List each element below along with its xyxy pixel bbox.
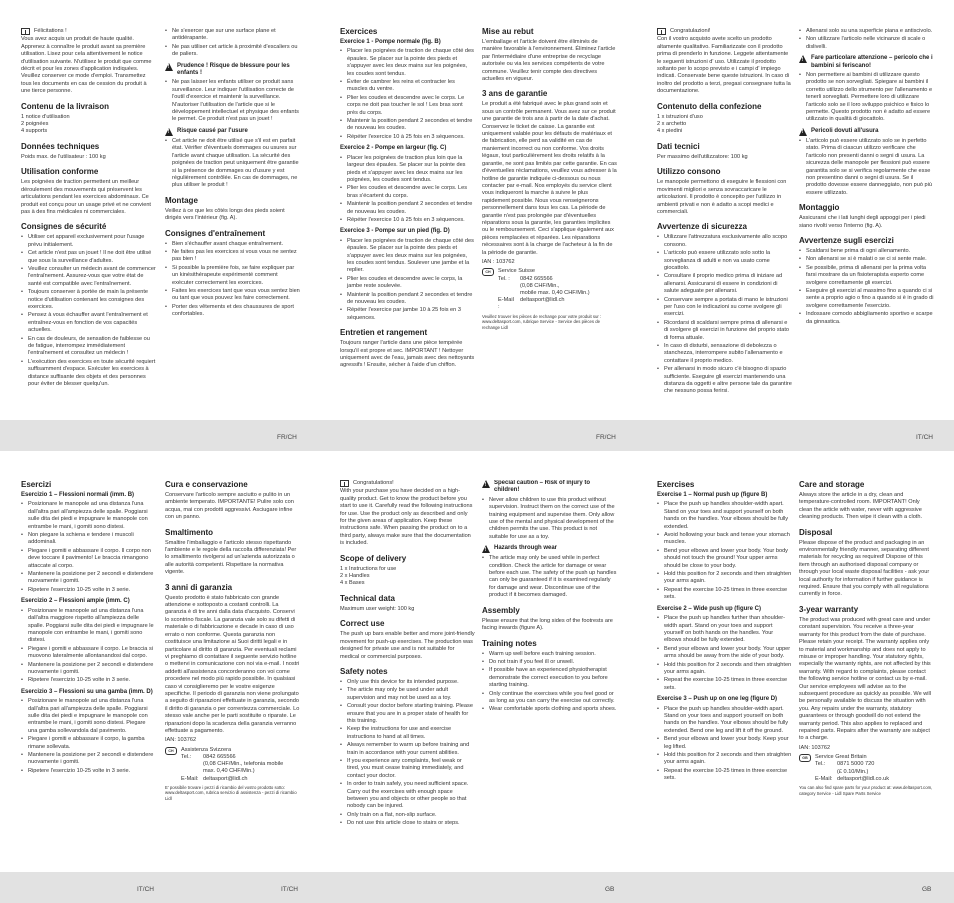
list-item: • Plier les coudes et descendre avec le corps. Les bras s'écartent du corps. xyxy=(340,185,475,200)
delivery-item: 4 x piedini xyxy=(657,128,683,135)
heading-safety: Avvertenze di sicurezza xyxy=(657,222,747,232)
tel-price: (0,08 CHF/Min., xyxy=(520,282,560,289)
list-item: • Piegare i gomiti e abbassare il corpo, la gamba rimane sollevata. xyxy=(21,736,156,751)
warning-children-list xyxy=(799,72,934,124)
email-link[interactable]: deltasport@lidl.ch xyxy=(520,297,565,304)
service-block xyxy=(165,747,300,783)
heading-mount: Montage xyxy=(165,195,198,205)
warning-title: Pericoli dovuti all'usura xyxy=(811,127,879,134)
email-label: E-Mail: xyxy=(815,775,833,782)
bottom-col-6 xyxy=(799,480,934,870)
list-item: • The article may only be used under adult supervision and may not be used as a toy. xyxy=(340,687,475,702)
list-item: • L'articolo può essere utilizzato solo sotto la sorveglianza di adulti e non va usato come giocattolo. xyxy=(657,250,792,272)
train-list xyxy=(165,241,300,319)
list-item: • Pensez à vous échauffer avant l'entraînement et entraînez-vous en fonction de vos capacités actuelles. xyxy=(21,312,156,334)
exercise-list xyxy=(21,501,156,594)
list-item: • The article may only be used while in perfect condition. Check the article for damage or wear before each use. The safety of the push up handles can only be guaranteed if it is examined regularly for damage and wear. Discontinue use of the product if it becomes damaged. xyxy=(482,555,617,599)
service-name: Service Suisse xyxy=(498,268,535,275)
list-item: • Consultare il proprio medico prima di iniziare ad allenarsi. Assicurarsi di essere in condizioni di salute adeguate per allenarsi. xyxy=(657,273,792,295)
exercise-list xyxy=(657,615,792,692)
safety-list-cont xyxy=(799,28,934,51)
warranty-text: Le produit a été fabriqué avec le plus grand soin et sous un contrôle permanent. Vous avez sur ce produit une garantie de trois ans à partir de la date d'achat. Conservez le ticket de caisse. La garantie est uniquement valable pour les défauts de matériaux et de fabrication, elle perd sa validité en cas de maniement incorrect ou non conforme. Vos droits légaux, tout particulièrement les droits relatifs à la garantie, ne sont pas limités par cette garantie. En cas d'éventuelles réclamations, veuillez vous adresser à la hotline de garantie indiquée ci-dessous ou nous contacter par e-mail. Nos employés du service client vous indiqueront la marche à suivre le plus rapidement possible. Nous vous renseignerons personnellement dans tous les cas. La période de garantie n'est pas prolongée par d'éventuelles réparations sous la garantie, les garanties implicites ou le remboursement. Ceci s'applique également aux pièces remplacées et réparées. Les réparations nécessaires sont à la charge de l'acheteur à la fin de la période de garantie. xyxy=(482,101,617,256)
list-item: • Posizionare le manopole ad una distanza l'una dall'altra pari all'ampiezza delle spalle. Poggiarsi sulle dita dei piedi e impugnare le manopole con entrambe le mani, i gomiti sono distesi. Piegare una gamba sollevandola dal pavimento. xyxy=(21,698,156,735)
list-item: • Do not use this article close to stairs or steps. xyxy=(340,820,475,827)
tel-price: (£ 0.10/Min.) xyxy=(837,768,869,775)
ian-text: IAN : 103762 xyxy=(482,258,515,265)
list-item: • Avoid hollowing your back and tense your stomach muscles. xyxy=(657,532,792,547)
page-footer-code: GB xyxy=(605,886,615,893)
list-item: • Bien s'échauffer avant chaque entraînement. xyxy=(165,241,300,248)
warning-children-list xyxy=(165,79,300,123)
service-block xyxy=(482,268,617,311)
delivery-item: 1 x Instructions for use xyxy=(340,565,397,572)
heading-exercises: Exercises xyxy=(657,480,695,489)
list-item: • Bend your elbows and lower your body. Your body should not touch the ground! Your upper arms should be close to your body. xyxy=(657,548,792,570)
disposal-text: Please dispose of the product and packaging in an environmentally friendly manner, separating different materials for recycling as required! Dispose of this item through an authorised disposal company or through your local waste disposal facilities - ask your local authority for information if further guidance is required. Ensure that you comply with all regulations currently in force. xyxy=(799,539,930,598)
warning-wear-list xyxy=(799,138,934,197)
safety-list xyxy=(340,679,475,828)
list-item: • Non utilizzare l'articolo nelle vicinanze di scale o dislivelli. xyxy=(799,36,934,51)
list-item: • Bend your elbows and lower your body. Your upper arms should be away from the side of your body. xyxy=(657,646,792,661)
list-item: • Répéter l'exercice par jambe 10 à 25 fois en 3 séquences. xyxy=(340,307,475,322)
tel-number[interactable]: 0871 5000 720 xyxy=(837,761,875,768)
heading-use: Correct use xyxy=(340,619,385,629)
list-item: • Allenarsi solo su una superficie piana e antiscivolo. xyxy=(799,28,934,35)
heading-care: Cura e conservazione xyxy=(165,480,248,489)
tel-price: (0,08 CHF/Min., telefonia mobile xyxy=(203,761,284,768)
list-item: • Placer les poignées de traction de chaque côté des épaules. Se placer sur la pointe des pieds et s'appuyer avec les deux mains sur les poignées, les coudes sont tendus. xyxy=(340,48,475,78)
congrats-header xyxy=(657,28,792,35)
list-item: • Ricordarsi di scaldarsi sempre prima di allenarsi e di svolgere gli esercizi in funzione del proprio stato di forma attuale. xyxy=(657,320,792,342)
warning-icon xyxy=(165,63,173,71)
congrats-label: Congratulations! xyxy=(353,480,394,486)
country-badge: GB xyxy=(799,754,811,762)
list-item: • Only use this device for its intended purpose. xyxy=(340,679,475,686)
exercise-list xyxy=(21,608,156,685)
use-text: The push up bars enable better and more joint-friendly movement for push-up exercises. The production was designed for private use and is not suitable for medical or commercial purposes. xyxy=(340,631,475,660)
list-item: • Hold this position for 2 seconds and then straighten your arms again. xyxy=(657,571,792,586)
delivery-item: 4 supports xyxy=(21,128,48,135)
congrats-label: Félicitations ! xyxy=(34,28,67,34)
service-details xyxy=(815,754,889,783)
safety-list xyxy=(657,234,792,396)
mount-text: Please ensure that the long sides of the footrests are facing inwards (figure A). xyxy=(482,617,613,632)
ian-text: IAN: 103762 xyxy=(165,737,197,744)
mount-text: Assicurarsi che i lati lunghi degli appoggi per i piedi siano rivolti verso l'interno (fig. A). xyxy=(799,215,926,229)
list-item: • Place the push up handles shoulder-width apart. Stand on your toes and support yourself on both hands on the handles. Your elbows should be fully extended. Bend one leg and lift it off the ground. xyxy=(657,706,792,736)
list-item: • Utilizzare l'attrezzatura esclusivamente allo scopo consono. xyxy=(657,234,792,249)
tech-text: Maximum user weight: 100 kg xyxy=(340,605,415,612)
heading-warranty: 3 ans de garantie xyxy=(482,89,548,99)
service-name: Assistenza Svizzera xyxy=(181,746,232,753)
congrats-label: Congratulazioni! xyxy=(670,28,711,34)
list-item: • In order to train safely, you need sufficient space. Carry out the exercises with enough space between you and objects or other people so that nobody can be injured. xyxy=(340,781,475,811)
list-item: • Cet article n'est pas un jouet ! Il ne doit être utilisé que sous la surveillance d'adultes. xyxy=(21,250,156,265)
list-item: • Maintenir la position pendant 2 secondes et tendre de nouveau les coudes. xyxy=(340,118,475,133)
exercise-title: Esercizio 2 – Flessioni ampie (imm. C) xyxy=(21,598,130,605)
tel-label: Tel. : xyxy=(498,275,510,282)
book-icon xyxy=(340,480,349,487)
warning-wear-list xyxy=(482,555,617,599)
top-col-5 xyxy=(657,28,792,418)
heading-delivery: Contenuto della confezione xyxy=(657,101,762,111)
list-item: • Never allow children to use this product without supervision. Instruct them on the correct use of the training equipment and supervise them. Only allow use of the mental and physical development of the children permits the use. This product is not suitable for use as a toy. xyxy=(482,497,617,541)
page-top-fr-it xyxy=(0,0,954,451)
heading-use: Utilizzo consono xyxy=(657,167,721,177)
exercise-list xyxy=(340,155,475,225)
congrats-header xyxy=(21,28,156,35)
list-item: • Ripetere l'esercizio 10-25 volte in 3 serie. xyxy=(21,677,156,684)
list-item: • Scaldarsi bene prima di ogni allenamento. xyxy=(799,248,934,255)
list-item: • L'articolo può essere utilizzato solo se in perfetto stato. Prima di ciascun utilizzo verificare che l'articolo non presenti danni o segni di usura. La sicurezza delle manopole per flessioni può essere garantita solo se si verifica regolarmente che esse non presentino danni o segni di usura. Se il prodotto dovesse essere danneggiato, non può più essere utilizzato. xyxy=(799,138,934,197)
list-item: • Mantenere la posizione per 2 secondi e distendere nuovamente i gomiti. xyxy=(21,571,156,586)
list-item: • Do not train if you feel ill or unwell. xyxy=(482,659,617,666)
list-item: • Repeat the exercise 10-25 times in three exercise sets. xyxy=(657,768,792,783)
email-link[interactable]: deltasport@lidl.co.uk xyxy=(837,775,890,782)
list-item: • Ripetere l'esercizio 10-25 volte in 3 serie. xyxy=(21,587,156,594)
delivery-item: 2 poignées xyxy=(21,121,49,128)
list-item: • Wear comfortable sports clothing and sports shoes. xyxy=(482,706,617,713)
bottom-col-4 xyxy=(482,480,617,870)
list-item: • Ne faites pas les exercices si vous vous ne sentez pas bien ! xyxy=(165,249,300,264)
exercise-title: Exercice 1 - Pompe normale (fig. B) xyxy=(340,39,441,45)
heading-disposal: Mise au rebut xyxy=(482,27,534,36)
heading-mount: Assembly xyxy=(482,605,520,615)
list-item: • Toujours conserver à portée de main la présente notice d'utilisation contenant les consignes des exercices. xyxy=(21,289,156,311)
list-item: • Warm up well before each training session. xyxy=(482,651,617,658)
mount-text: Veillez à ce que les côtés longs des pieds soient dirigés vers l'intérieur (fig. A). xyxy=(165,207,285,222)
list-item: • Posizionare le manopole ad una distanza l'una dall'altra maggiore rispetto all'ampiezza delle spalle. Poggiarsi sulle dita dei piedi e impugnare le manopole con entrambe le mani, i gomiti sono distesi. xyxy=(21,608,156,645)
train-list xyxy=(482,651,617,714)
warning-icon xyxy=(165,128,173,136)
heading-safety: Safety notes xyxy=(340,666,388,676)
heading-safety: Consignes de sécurité xyxy=(21,222,107,232)
list-item: • Veuillez consulter un médecin avant de commencer l'entraînement. Assurez-vous que votre état de santé est compatible avec l'entraînement. xyxy=(21,266,156,288)
intro-text: Con il vostro acquisto avete scelto un prodotto altamente qualitativo. Familiarizzate con il prodotto prima di prenderlo in funzione. Leggete attentamente le seguenti istruzioni d' uso. Utilizzate il prodotto soltanto per lo scopo previsto e i campi d' impiego indicati. Conservate bene queste istruzioni. In caso di inoltro del prodotto a terzi, pregasi consegnare tutta la documentazione. xyxy=(657,36,791,95)
list-item: • Always remember to warm up before training and train in accordance with your current abilities. xyxy=(340,742,475,757)
list-item: • Utiliser cet appareil exclusivement pour l'usage prévu initialement. xyxy=(21,234,156,249)
heading-exercises: Exercices xyxy=(340,27,378,36)
list-item: • Maintenir la position pendant 2 secondes et tendre de nouveau les coudes. xyxy=(340,201,475,216)
spare-parts-text: Veuillez trouver les pièces de rechange pour votre produit sur : www.deltasport.com, rubrique Service - Service des pièces de rechange Lidl xyxy=(482,313,602,330)
email-link[interactable]: deltasport@lidl.ch xyxy=(203,775,248,782)
email-label: E-Mail: xyxy=(181,775,199,782)
exercise-list xyxy=(657,501,792,601)
exercise-list xyxy=(657,706,792,783)
exercise-title: Exercise 1 – Normal push up (figure B) xyxy=(657,492,768,498)
warning-title: Fare particolare attenzione – pericolo che i bambini si feriscano! xyxy=(811,55,933,69)
exercise-title: Esercizio 3 – Flessioni su una gamba (imm. D) xyxy=(21,688,153,695)
service-name: Service Great Britain xyxy=(815,754,867,761)
exercise-list xyxy=(21,698,156,775)
exercise-title: Exercice 2 - Pompe en largeur (fig. C) xyxy=(340,145,447,152)
service-details xyxy=(498,268,590,311)
bottom-col-5 xyxy=(657,480,792,870)
exercise-list xyxy=(340,238,475,322)
tel-label: Tel.: xyxy=(815,761,826,768)
list-item: • Plier les coudes et descendre avec le corps. Le corps ne doit pas toucher le sol ! Les bras sont près du corps. xyxy=(340,95,475,117)
train-list xyxy=(799,248,934,326)
list-item: • Si possible la première fois, se faire expliquer par un kinésithérapeute expérimenté comment exécuter correctement les exercices. xyxy=(165,265,300,287)
warning-title: Prudence ! Risque de blessure pour les enfants ! xyxy=(177,62,290,77)
intro-text: With your purchase you have decided on a high-quality product. Get to know the product before you start to use it. Carefully read the following instructions for use. Use the product only as described and only for the given areas of application. Keep these instructions safe. When passing the product on to a third party, always make sure that the documentation is included. xyxy=(340,488,473,547)
warning-title: Risque causé par l'usure xyxy=(177,127,248,134)
top-col-3 xyxy=(340,27,475,417)
warning-children-header xyxy=(165,63,300,78)
delivery-item: 1 notice d'utilisation xyxy=(21,113,70,120)
exercise-list xyxy=(340,48,475,141)
heading-tech: Technical data xyxy=(340,593,395,603)
heading-delivery: Contenu de la livraison xyxy=(21,101,110,111)
spare-parts-text: E' possibile trovare i pezzi di ricambio del vostro prodotto sotto: www.deltasport.com, rubrica servizio di assistenza - pezzi di ricambio Lidl xyxy=(165,784,297,801)
heading-use: Utilisation conforme xyxy=(21,167,99,177)
list-item: • Ne pas utiliser cet article à proximité d'escaliers ou de paliers. xyxy=(165,44,300,59)
list-item: • Mantenere la posizione per 2 secondi e distendere nuovamente i gomiti. xyxy=(21,662,156,677)
page-footer-code: IT/CH xyxy=(137,886,154,893)
list-item: • Répéter l'exercice 10 à 25 fois en 3 séquences. xyxy=(340,217,475,224)
exercise-title: Exercice 3 - Pompe sur un pied (fig. D) xyxy=(340,228,450,235)
top-col-4 xyxy=(482,27,617,417)
page-footer-bar xyxy=(0,420,954,451)
heading-train: Training notes xyxy=(482,638,537,648)
safety-list xyxy=(21,234,156,388)
care-text: Always store the article in a dry, clean and temperature-controlled room. IMPORTANT! Only clean the article with water, never with aggressive cleaning products. Then wipe it clean with a cloth. xyxy=(799,492,923,521)
safety-list-cont xyxy=(165,28,300,59)
warranty-text: Questo prodotto è stato fabbricato con grande attenzione e sottoposto a costanti controlli. La garanzia è di tre anni dalla data d'acquisto. Conservi lo scontrino fiscale. La garanzia vale solo su difetti di materiale o di fabbricazione e decade in caso di uso errato o non conforme. Questa garanzia non costituisce una limitazione ai Suoi diritti legali e in particolare al diritto di garanzia. Per eventuali reclami vi preghiamo di contattare il seguente servizio hotline o mettervi in comunicazione con noi via e-mail. I nostri addetti all'assistenza concorderanno con voi come procedere nel modo più rapido possibile. In qualsiasi caso vi consiglieremo per le vostre esigenze specifiche. Il periodo di garanzia non viene prolungato a seguito di riparazioni effettuate in garanzia, secondo il diritto di garanzia o per correntezza commerciale. Lo stesso vale anche per le parti sostituite o riparate. Le riparazioni dopo la scadenza della garanzia verranno effettuate a pagamento. xyxy=(165,594,300,734)
heading-warranty: 3-year warranty xyxy=(799,604,859,614)
list-item: • Éviter de cambrer les reins et contracter les muscles du ventre. xyxy=(340,79,475,94)
warning-wear-header xyxy=(165,128,300,136)
heading-tech: Données techniques xyxy=(21,141,100,151)
list-item: • Indossare comodo abbigliamento sportivo e scarpe da ginnastica. xyxy=(799,311,934,326)
list-item: • Ne pas laisser les enfants utiliser ce produit sans surveillance. Leur indiquer l'utilisation correcte de l'outil d'exercice et maintenir la surveillance. N'autoriser l'utilisation de l'article que si le développement intellectuel et physique des enfants le permet. Ce produit n'est pas un jouet ! xyxy=(165,79,300,123)
list-item: • Place the push up handles shoulder-width apart. Stand on your toes and support yourself on both hands on the handles. Your elbows should be fully extended. xyxy=(657,501,792,531)
tel-mobile: mobile max. 0,40 CHF/Min.) xyxy=(520,289,590,296)
list-item: • L'exécution des exercices en toute sécurité requiert suffisamment d'espace. Exécuter les exercices à distance suffisante des objets et des personnes pour éviter de blesser quelqu'un. xyxy=(21,359,156,389)
use-text: Les poignées de traction permettent un meilleur déroulement des mouvements qui préservent les articulations pendant les exercices abdominaux. Ce produit est conçu pour un usage privé et ne convient pas à des fins médicales ni commerciales. xyxy=(21,179,151,215)
list-item: • Faites les exercices tant que vous vous sentez bien ou tant que vous pouvez les faire correctement. xyxy=(165,288,300,303)
country-badge: CH xyxy=(165,747,177,755)
heading-mount: Montaggio xyxy=(799,203,840,213)
warranty-text: The product was produced with great care and under constant supervision. You receive a three-year warranty for this product from the date of purchase. Please retain your receipt. The warranty applies only to material and workmanship and does not apply to misuse or improper handling. Your statutory rights, especially the warranty rights, are not affected by this warranty. With regard to complaints, please contact the following service hotline or contact us by e-mail. Our service employees will advise as to the subsequent procedure as quickly as possible. We will be personally available to discuss the situation with you. Any repairs under the warranty, statutory guarantees or through goodwill do not extend the warranty period. This also applies to replaced and repaired parts. Repairs after the warranty are subject to a charge. xyxy=(799,616,932,742)
page-footer-code: FR/CH xyxy=(596,434,616,441)
list-item: • En cas de douleurs, de sensation de faiblesse ou de fatigue, interrompez immédiatement l'entraînement et consultez un médecin ! xyxy=(21,336,156,358)
delivery-item: 2 x Handles xyxy=(340,573,370,580)
list-item: • Piegare i gomiti e abbassare il corpo. Il corpo non deve toccare il pavimento! Le braccia rimangono attaccate al corpo. xyxy=(21,548,156,570)
list-item: • Repeat the exercise 10-25 times in three exercise sets. xyxy=(657,677,792,692)
delivery-item: 2 x archetto xyxy=(657,121,687,128)
list-item: • Non allenarsi se si è malati o se ci si sente male. xyxy=(799,256,934,263)
page-footer-bar xyxy=(0,872,954,903)
list-item: • Répéter l'exercice 10 à 25 fois en 3 séquences. xyxy=(340,134,475,141)
warning-children-header xyxy=(482,480,617,495)
list-item: • Se possibile, prima di allenarsi per la prima volta farsi mostrare da un fisioterapista esperto come svolgere correttamente gli esercizi. xyxy=(799,265,934,287)
warning-icon xyxy=(799,55,807,63)
heading-exercises: Esercizi xyxy=(21,480,52,489)
list-item: • Placer les poignées de traction de chaque côté des épaules. Se placer sur la pointe des pieds et s'appuyer avec les deux mains sur les poignées, les coudes sont tendus. Soulever une jambe et la replier. xyxy=(340,238,475,275)
warning-icon xyxy=(482,545,490,553)
list-item: • Keep the instructions for use and exercise instructions to hand at all times. xyxy=(340,726,475,741)
book-icon xyxy=(21,28,30,35)
maintenance-text: Toujours ranger l'article dans une pièce tempérée lorsqu'il est propre et sec. IMPORTANT ! Nettoyer uniquement avec de l'eau, jamais avec des nettoyants agressifs ! Ensuite, sécher à l'aide d'un chiffon. xyxy=(340,340,475,369)
list-item: • Mantenere la posizione per 2 secondi e distendere nuovamente i gomiti. xyxy=(21,752,156,767)
page-footer-code: FR/CH xyxy=(277,434,297,441)
list-item: • Per allenarsi in modo sicuro c'è bisogno di spazio sufficiente. Eseguire gli esercizi mantenendo una distanza da oggetti e altre persone tale da garantire che nessuno possa ferirsi. xyxy=(657,366,792,396)
heading-disposal: Disposal xyxy=(799,527,833,537)
bottom-col-3 xyxy=(340,480,475,870)
list-item: • If you experience any complaints, feel weak or tired, you must cease training immediately, and contact your doctor. xyxy=(340,758,475,780)
country-badge: CH xyxy=(482,268,494,276)
warning-title: Special caution – Risk of injury to children! xyxy=(494,480,591,494)
list-item: • If possible have an experienced physiotherapist demonstrate the correct execution to you before starting training. xyxy=(482,667,617,689)
heading-care: Care and storage xyxy=(799,480,865,489)
warning-wear-header xyxy=(482,545,617,553)
spare-parts-text: You can also find spare parts for your product at: www.deltasport.com, category Service - Lidl Spare Parts Service xyxy=(799,785,933,796)
disposal-text: L'emballage et l'article doivent être éliminés de manière favorable à l'environnement. Éliminez l'article par l'intermédiaire d'une entreprise de recyclage autorisée ou via les services compétents de votre commune. Veuillez tenir compte des directives actuelles en vigueur. xyxy=(482,39,616,83)
page-footer-code: IT/CH xyxy=(281,886,298,893)
top-col-6 xyxy=(799,28,934,418)
list-item: • Non permettere ai bambini di utilizzare questo prodotto se non sorvegliati. Spiegare ai bambini il corretto utilizzo dello strumento per l'allenamento e tenerli sorvegliati. Permettere loro di utilizzare l'articolo solo se il loro sviluppo psichico e fisico lo permette. Questo prodotto non è adatto ad essere utilizzato in qualità di giocattolo. xyxy=(799,72,934,124)
list-item: • Placer les poignées de traction plus loin que la largeur des épaules. Se placer sur la pointe des pieds et s'appuyer avec les deux mains sur les poignées, les coudes sont tendus. xyxy=(340,155,475,185)
heading-maintenance: Entretien et rangement xyxy=(340,328,428,338)
heading-delivery: Scope of delivery xyxy=(340,553,407,563)
list-item: • Bend your elbows and lower your body. Keep your leg lifted. xyxy=(657,736,792,751)
warning-children-header xyxy=(799,55,934,70)
list-item: • Conservare sempre a portata di mano le istruzioni per l'uso con le indicazioni su come svolgere gli esercizi. xyxy=(657,297,792,319)
warning-children-list xyxy=(482,497,617,541)
use-text: Le manopole permettono di eseguire le flessioni con movimenti migliori e senza sovraccaricare le articolazioni. Il prodotto è concepito per l'utilizzo in ambienti privati e non è adatto a scopi medici e commerciali. xyxy=(657,179,787,215)
warning-title: Hazards through wear xyxy=(494,545,558,552)
list-item: • Hold this position for 2 seconds and then straighten your arms again. xyxy=(657,662,792,677)
list-item: • Maintenir la position pendant 2 secondes et tendre de nouveau les coudes. xyxy=(340,292,475,307)
email-label: E-Mail : xyxy=(498,297,514,311)
tech-text: Per massimo dell'utilizzatore: 100 kg xyxy=(657,153,748,160)
list-item: • Ne s'exercer que sur une surface plane et antidérapante. xyxy=(165,28,300,43)
tel-label: Tel.: xyxy=(181,753,192,760)
list-item: • Only train on a flat, non-slip surface. xyxy=(340,812,475,819)
heading-tech: Dati tecnici xyxy=(657,141,700,151)
service-details xyxy=(181,747,283,783)
exercise-title: Exercise 2 – Wide push up (figure C) xyxy=(657,605,761,612)
care-text: Conservare l'articolo sempre asciutto e pulito in un ambiente temperato. IMPORTANTE! Pulire solo con acqua, mai con prodotti aggressivi. Asciugare infine con un panno. xyxy=(165,492,294,521)
heading-warranty: 3 anni di garanzia xyxy=(165,582,233,592)
list-item: • Plier les coudes et descendre avec le corps, la jambe reste soulevée. xyxy=(340,276,475,291)
bottom-col-2 xyxy=(165,480,300,870)
delivery-item: 1 x istruzioni d'uso xyxy=(657,113,703,120)
page-footer-code: IT/CH xyxy=(916,434,933,441)
exercise-title: Exercise 3 – Push up on one leg (figure D) xyxy=(657,696,778,703)
disposal-text: Smaltire l'imballaggio e l'articolo stesso rispettando l'ambiente e le regole della raccolta differenziata! Per lo smaltimento rivolgersi ad un'azienda autorizzata o alle autorità competenti. Rispettare la normativa vigente. xyxy=(165,539,297,576)
heading-train: Consignes d'entraînement xyxy=(165,228,266,238)
tel-number[interactable]: 0842 665566 xyxy=(203,753,236,760)
bottom-col-1 xyxy=(21,480,156,870)
warning-wear-header xyxy=(799,128,934,136)
list-item: • Ripetere l'esercizio 10-25 volte in 3 serie. xyxy=(21,768,156,775)
intro-text: Vous avez acquis un produit de haute qualité. Apprenez à connaître le produit avant sa première utilisation. Lisez pour cela attentivement le notice d'utilisation suivante. N'utilisez le produit que comme décrit et pour les zones d'application indiquées. Veuillez conserver ce mode d'emploi. Transmettez tous les documents en cas de cession du produit à une tierce personne. xyxy=(21,36,152,95)
list-item: • Cet article ne doit être utilisé que s'il est en parfait état. Vérifier d'éventuels dommages ou usures sur l'article avant chaque utilisation. La sécurité des poignées de traction peut uniquement être garantie si la présence de dommages ou d'usure y est régulièrement contrôlée. En cas de dommages, ne plus utiliser le produit ! xyxy=(165,138,300,190)
list-item: • Only continue the exercises while you feel good or as long as you can carry the exercise out correctly. xyxy=(482,691,617,706)
top-col-2 xyxy=(165,28,300,418)
list-item: • Eseguire gli esercizi al massimo fino a quando ci si sente a proprio agio o fino a quando si è in grado di svolgere correttamente l'esercizio. xyxy=(799,288,934,310)
list-item: • Posizionare le manopole ad una distanza l'una dall'altra pari all'ampiezza delle spalle. Poggiarsi sulle dita dei piedi e impugnare le manopole con entrambe le mani, i gomiti sono distesi. xyxy=(21,501,156,531)
list-item: • In caso di disturbi, sensazione di debolezza o stanchezza, interrompere subito l'allenamento e contattare il proprio medico. xyxy=(657,343,792,365)
warning-icon xyxy=(799,128,807,136)
service-block xyxy=(799,754,934,783)
book-icon xyxy=(657,28,666,35)
list-item: • Hold this position for 2 seconds and then straighten your arms again. xyxy=(657,752,792,767)
list-item: • Piegare i gomiti e abbassare il corpo. Le braccia si muovono lateralmente allontanandosi dal corpo. xyxy=(21,646,156,661)
list-item: • Consult your doctor before starting training. Please ensure that you are in a proper state of health for this training. xyxy=(340,703,475,725)
warning-icon xyxy=(482,480,490,488)
list-item: • Repeat the exercise 10-25 times in three exercise sets. xyxy=(657,587,792,602)
tel-mobile: max. 0,40 CHF/Min.) xyxy=(203,768,255,775)
exercise-title: Esercizio 1 – Flessioni normali (imm. B) xyxy=(21,492,135,498)
ian-text: IAN: 103762 xyxy=(799,744,831,751)
congrats-header xyxy=(340,480,475,487)
top-col-1 xyxy=(21,28,156,418)
page-bottom-it-gb xyxy=(0,452,954,903)
heading-disposal: Smaltimento xyxy=(165,527,214,537)
tel-number[interactable]: 0842 665566 xyxy=(520,275,553,282)
tech-text: Poids max. de l'utilisateur : 100 kg xyxy=(21,153,106,160)
list-item: • Non piegare la schiena e tendere i muscoli addominali. xyxy=(21,532,156,547)
list-item: • Place the push up handles further than shoulder-width apart. Stand on your toes and support yourself on both hands on the handles. Your elbows should be fully extended. xyxy=(657,615,792,645)
warning-wear-list xyxy=(165,138,300,190)
delivery-item: 4 x Bases xyxy=(340,580,365,587)
page-footer-code: GB xyxy=(922,886,932,893)
heading-train: Avvertenze sugli esercizi xyxy=(799,235,894,245)
list-item: • Porter des vêtements et des chaussures de sport confortables. xyxy=(165,304,300,319)
